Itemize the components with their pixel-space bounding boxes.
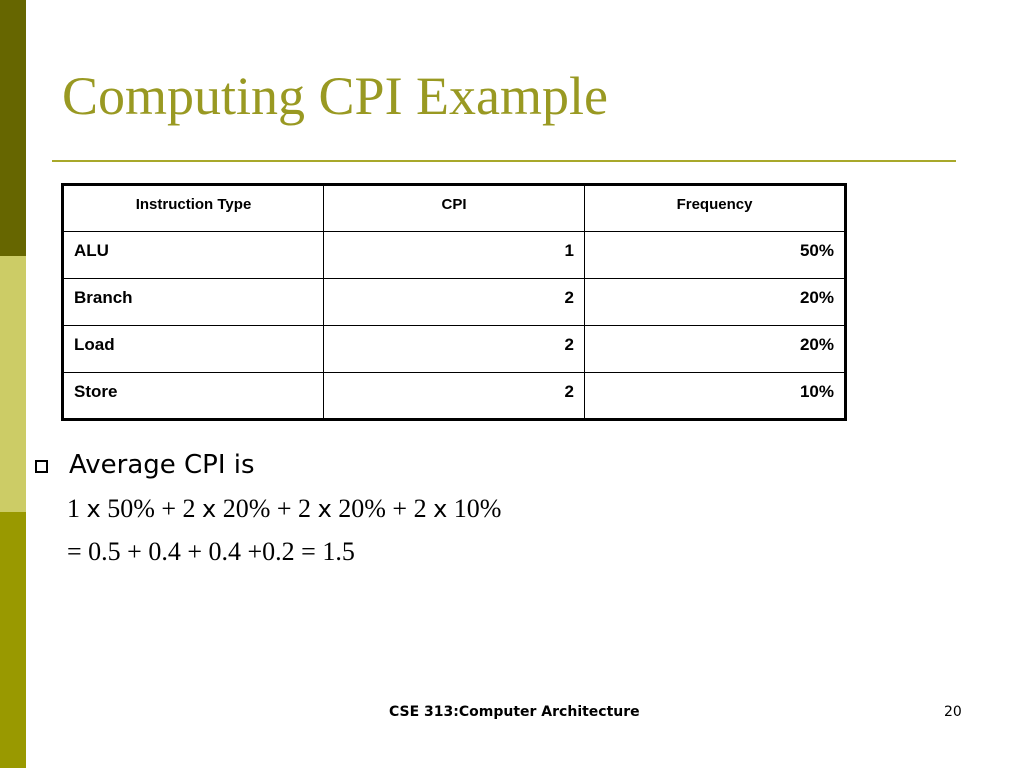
times-symbol: x: [317, 495, 332, 523]
formula-term: 1: [67, 494, 87, 523]
table-header-row: [63, 185, 846, 232]
cell-frequency: 20%: [585, 279, 846, 326]
formula-term: 50% + 2: [100, 494, 203, 523]
square-bullet-icon: [35, 460, 48, 473]
times-symbol: x: [433, 495, 448, 523]
formula-term: 20% + 2: [331, 494, 434, 523]
cell-type: Store: [63, 373, 324, 420]
formula-line-1: [67, 492, 501, 526]
formula-line-2: = 0.5 + 0.4 + 0.4 +0.2 = 1.5: [67, 537, 355, 566]
cell-frequency: 50%: [585, 232, 846, 279]
table-row: [63, 232, 846, 279]
table-row: [63, 373, 846, 420]
cell-frequency: 10%: [585, 373, 846, 420]
cell-type: ALU: [63, 232, 324, 279]
title-underline: [52, 160, 956, 162]
header-instruction-type: Instruction Type: [63, 185, 324, 232]
slide-title: Computing CPI Example: [62, 66, 608, 126]
cell-frequency: 20%: [585, 326, 846, 373]
side-bar-dark: [0, 0, 26, 256]
bullet-text: Average CPI is: [69, 450, 255, 480]
formula-term: 20% + 2: [216, 494, 318, 523]
side-bar-light: [0, 256, 26, 512]
cell-cpi: 2: [324, 279, 585, 326]
cell-type: Branch: [63, 279, 324, 326]
times-symbol: x: [202, 495, 217, 523]
table-row: [63, 326, 846, 373]
footer-course: CSE 313:Computer Architecture: [389, 704, 640, 720]
header-frequency: Frequency: [585, 185, 846, 232]
table-row: [63, 279, 846, 326]
cell-type: Load: [63, 326, 324, 373]
cpi-table: [61, 183, 847, 421]
page-number: 20: [944, 704, 962, 720]
cell-cpi: 1: [324, 232, 585, 279]
times-symbol: x: [86, 495, 101, 523]
header-cpi: CPI: [324, 185, 585, 232]
side-bar-medium: [0, 512, 26, 768]
cell-cpi: 2: [324, 326, 585, 373]
formula-term: 10%: [447, 494, 502, 523]
cell-cpi: 2: [324, 373, 585, 420]
